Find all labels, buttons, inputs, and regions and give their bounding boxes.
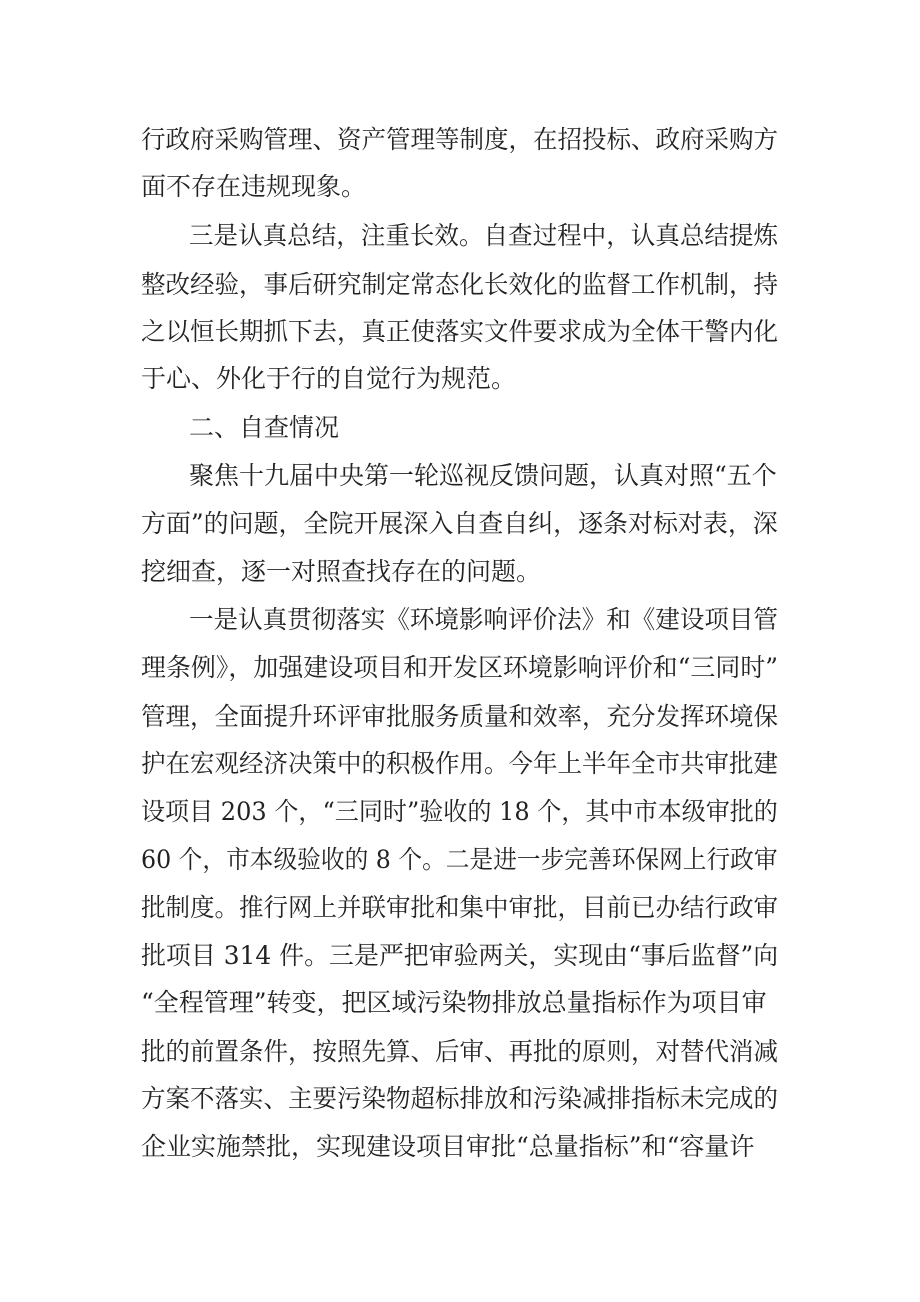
text-line: 一是认真贯彻落实《环境影响评价法》和《建设项目管 [189,605,779,634]
section-heading: 二、自查情况 [189,413,340,442]
text-line: 聚焦十九届中央第一轮巡视反馈问题，认真对照“五个 [189,461,777,490]
text-line: 理条例》，加强建设项目和开发区环境影响评价和“三同时” [141,653,779,682]
text-line: 批的前置条件，按照先算、后审、再批的原则，对替代消减 [141,1037,779,1066]
text-line: 企业实施禁批，实现建设项目审批“总量指标”和“容量许 [141,1132,755,1161]
text-line: 于心、外化于行的自觉行为规范。 [141,364,517,393]
text-line: 批项目 314 件。三是严把审验两关，实现由“事后监督”向 [141,941,779,970]
text-line: 设项目 203 个，“三同时”验收的 18 个，其中市本级审批的 [141,797,778,826]
text-line: 行政府采购管理、资产管理等制度，在招投标、政府采购方 [141,125,779,154]
text-line: “全程管理”转变，把区域污染物排放总量指标作为项目审 [141,988,767,1017]
text-line: 批制度。推行网上并联审批和集中审批，目前已办结行政审 [141,893,779,922]
text-line: 管理，全面提升环评审批服务质量和效率，充分发挥环境保 [141,702,779,731]
text-line: 面不存在违规现象。 [141,172,367,201]
text-line: 60 个，市本级验收的 8 个。二是进一步完善环保网上行政审 [141,845,778,874]
text-line: 方案不落实、主要污染物超标排放和污染减排指标未完成的 [141,1084,779,1113]
text-line: 护在宏观经济决策中的积极作用。今年上半年全市共审批建 [141,749,779,778]
text-line: 整改经验，事后研究制定常态化长效化的监督工作机制，持 [141,270,779,299]
text-line: 方面”的问题，全院开展深入自查自纠，逐条对标对表，深 [141,509,778,538]
text-line: 挖细查，逐一对照查找存在的问题。 [141,557,542,586]
text-line: 三是认真总结，注重长效。自查过程中，认真总结提炼 [189,221,779,250]
text-line: 之以恒长期抓下去，真正使落实文件要求成为全体干警内化 [141,317,779,346]
